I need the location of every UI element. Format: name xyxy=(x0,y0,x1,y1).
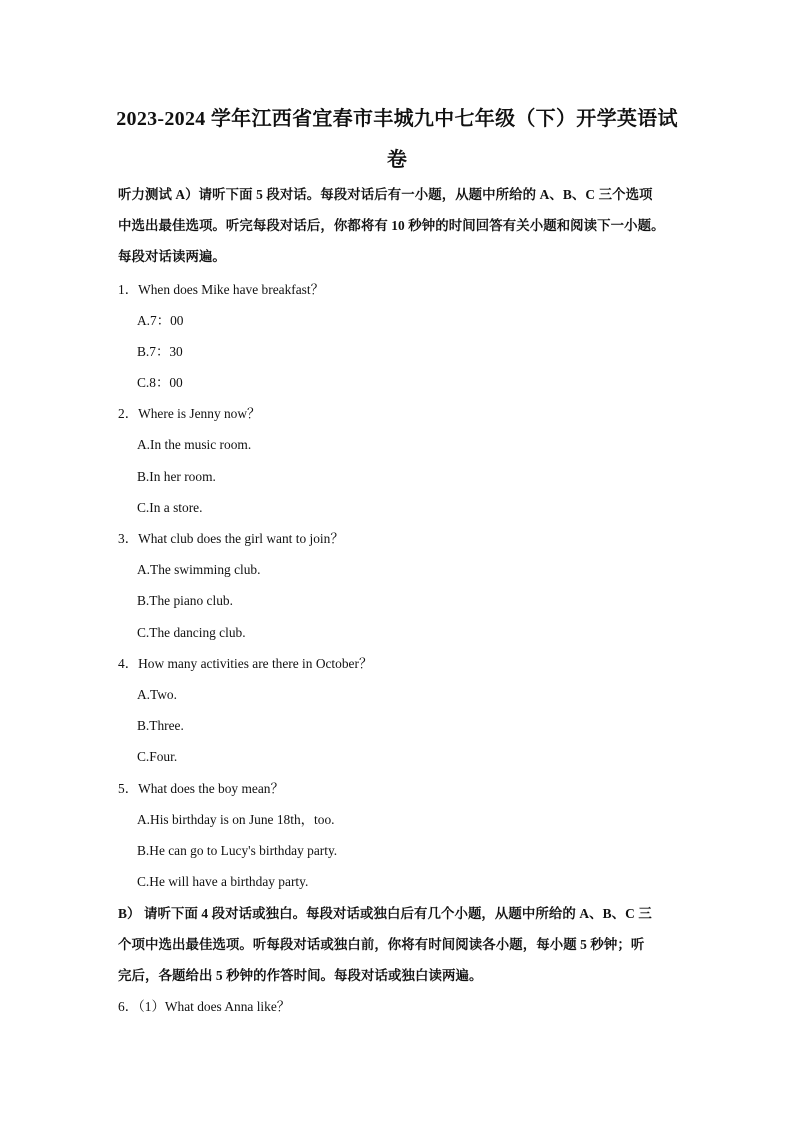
question-3-option-c: C.The dancing club. xyxy=(137,625,246,640)
section-b-instruction-line-3: 完后，各题给出 5 秒钟的作答时间。每段对话或独白读两遍。 xyxy=(118,968,483,983)
question-2-option-a: A.In the music room. xyxy=(137,437,252,452)
section-b-instruction-line-2: 个项中选出最佳选项。听每段对话或独白前，你将有时间阅读各小题，每小题 5 秒钟；听 xyxy=(118,937,645,952)
document-title-line-1: 2023-2024 学年江西省宜春市丰城九中七年级（下）开学英语试 xyxy=(116,108,678,130)
question-2-stem: 2．Where is Jenny now？ xyxy=(118,406,261,421)
question-3-option-b: B.The piano club. xyxy=(137,593,233,608)
question-2-option-b: B.In her room. xyxy=(137,469,216,484)
question-4-stem: 4．How many activities are there in October？ xyxy=(118,656,373,671)
question-1-option-b: B.7：30 xyxy=(137,344,183,359)
question-6-stem: 6．（1）What does Anna like？ xyxy=(118,999,291,1014)
question-4-option-b: B.Three. xyxy=(137,718,184,733)
question-1-option-a: A.7：00 xyxy=(137,313,184,328)
section-a-instruction-line-3: 每段对话读两遍。 xyxy=(118,249,226,264)
question-2-option-c: C.In a store. xyxy=(137,500,203,515)
question-1-stem: 1．When does Mike have breakfast？ xyxy=(118,282,324,297)
question-3-option-a: A.The swimming club. xyxy=(137,562,261,577)
document-title-line-2: 卷 xyxy=(386,149,408,171)
section-b-instruction-line-1: B） 请听下面 4 段对话或独白。每段对话或独白后有几个小题，从题中所给的 A、B、C 三 xyxy=(118,906,652,921)
question-1-option-c: C.8：00 xyxy=(137,375,183,390)
section-a-instruction-line-2: 中选出最佳选项。听完每段对话后，你都将有 10 秒钟的时间回答有关小题和阅读下一小题。 xyxy=(118,218,665,233)
question-3-stem: 3．What club does the girl want to join？ xyxy=(118,531,344,546)
question-5-option-a: A.His birthday is on June 18th，too. xyxy=(137,812,335,827)
question-5-stem: 5．What does the boy mean？ xyxy=(118,781,284,796)
section-a-instruction-line-1: 听力测试 A）请听下面 5 段对话。每段对话后有一小题，从题中所给的 A、B、C 三个选项 xyxy=(118,187,653,202)
question-4-option-a: A.Two. xyxy=(137,687,177,702)
question-5-option-b: B.He can go to Lucy's birthday party. xyxy=(137,843,338,858)
question-5-option-c: C.He will have a birthday party. xyxy=(137,874,309,889)
question-4-option-c: C.Four. xyxy=(137,749,178,764)
